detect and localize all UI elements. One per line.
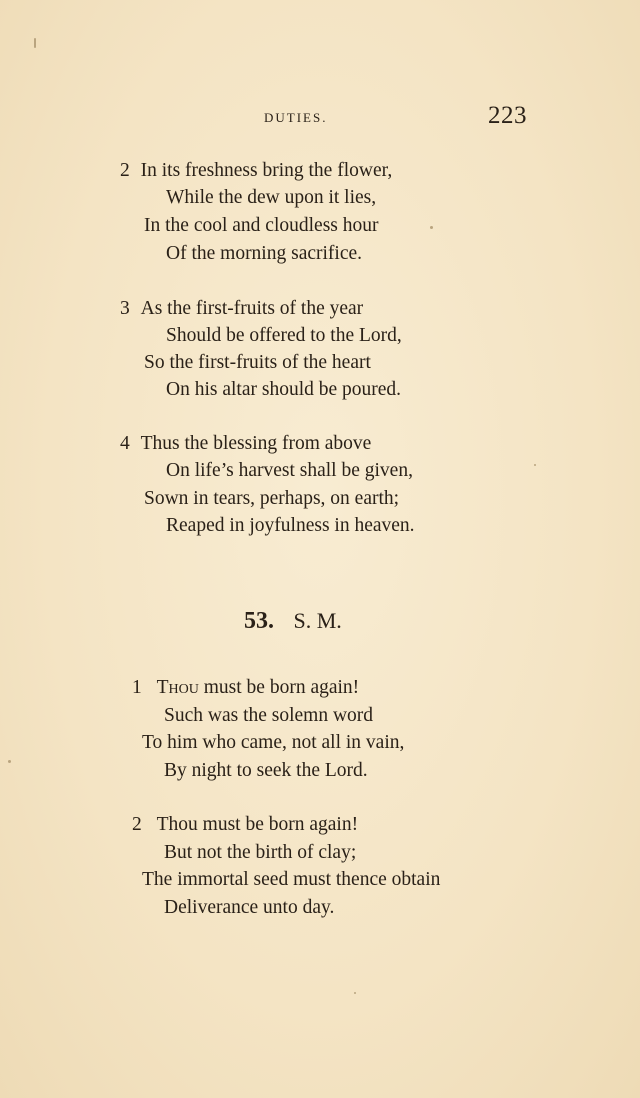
paper-speck — [34, 38, 36, 48]
stanza-3-line-3: So the first-fruits of the heart — [144, 352, 371, 373]
hymn-53-stanza-1-line-1 — [132, 678, 359, 698]
stanza-3-line-4: On his altar should be poured. — [166, 379, 402, 400]
hymn-53-stanza-2-line-4: Deliverance unto day. — [164, 897, 335, 918]
stanza-3-line-1 — [120, 299, 363, 319]
hymn-meter: S. M. — [293, 608, 342, 633]
hymn-53-stanza-2-line-1 — [132, 815, 358, 835]
hymn-53-stanza-1-line-2: Such was the solemn word — [164, 705, 374, 726]
stanza-2-line-1 — [120, 161, 392, 181]
verse-number: 2 — [132, 814, 142, 835]
hymn-number: 53. — [244, 608, 274, 634]
stanza-4-line-3: Sown in tears, perhaps, on earth; — [144, 488, 400, 509]
stanza-4-line-1 — [120, 434, 371, 454]
stanza-2-line-3: In the cool and cloudless hour — [144, 215, 379, 236]
verse-number: 2 — [120, 160, 130, 181]
paper-speck — [430, 226, 433, 229]
hymn-heading — [244, 608, 342, 635]
paper-speck — [354, 992, 356, 994]
hymn-53-stanza-1-line-4: By night to seek the Lord. — [164, 760, 368, 781]
paper-speck — [534, 464, 536, 466]
paper-speck — [8, 760, 11, 763]
stanza-2-line-2: While the dew upon it lies, — [166, 187, 377, 208]
verse-number: 4 — [120, 433, 130, 454]
hymn-53-stanza-2-line-2: But not the birth of clay; — [164, 842, 357, 863]
verse-text: must be born again! — [198, 677, 360, 698]
verse-first-word: Thou — [156, 677, 199, 698]
verse-text: As the first-fruits of the year — [140, 298, 364, 319]
hymn-53-stanza-1-line-3: To him who came, not all in vain, — [142, 732, 405, 753]
verse-number: 1 — [132, 677, 142, 698]
running-title: DUTIES. — [264, 110, 328, 125]
stanza-3-line-2: Should be offered to the Lord, — [166, 325, 402, 346]
stanza-4-line-4: Reaped in joyfulness in heaven. — [166, 515, 415, 536]
page-number: 223 — [488, 102, 527, 129]
verse-number: 3 — [120, 298, 130, 319]
verse-text: In its freshness bring the flower, — [140, 160, 393, 181]
stanza-4-line-2: On life’s harvest shall be given, — [166, 460, 413, 481]
hymn-53-stanza-2-line-3: The immortal seed must thence obtain — [142, 869, 441, 890]
verse-text: Thus the blessing from above — [140, 433, 372, 454]
stanza-2-line-4: Of the morning sacrifice. — [166, 243, 363, 264]
verse-text: Thou must be born again! — [156, 814, 359, 835]
